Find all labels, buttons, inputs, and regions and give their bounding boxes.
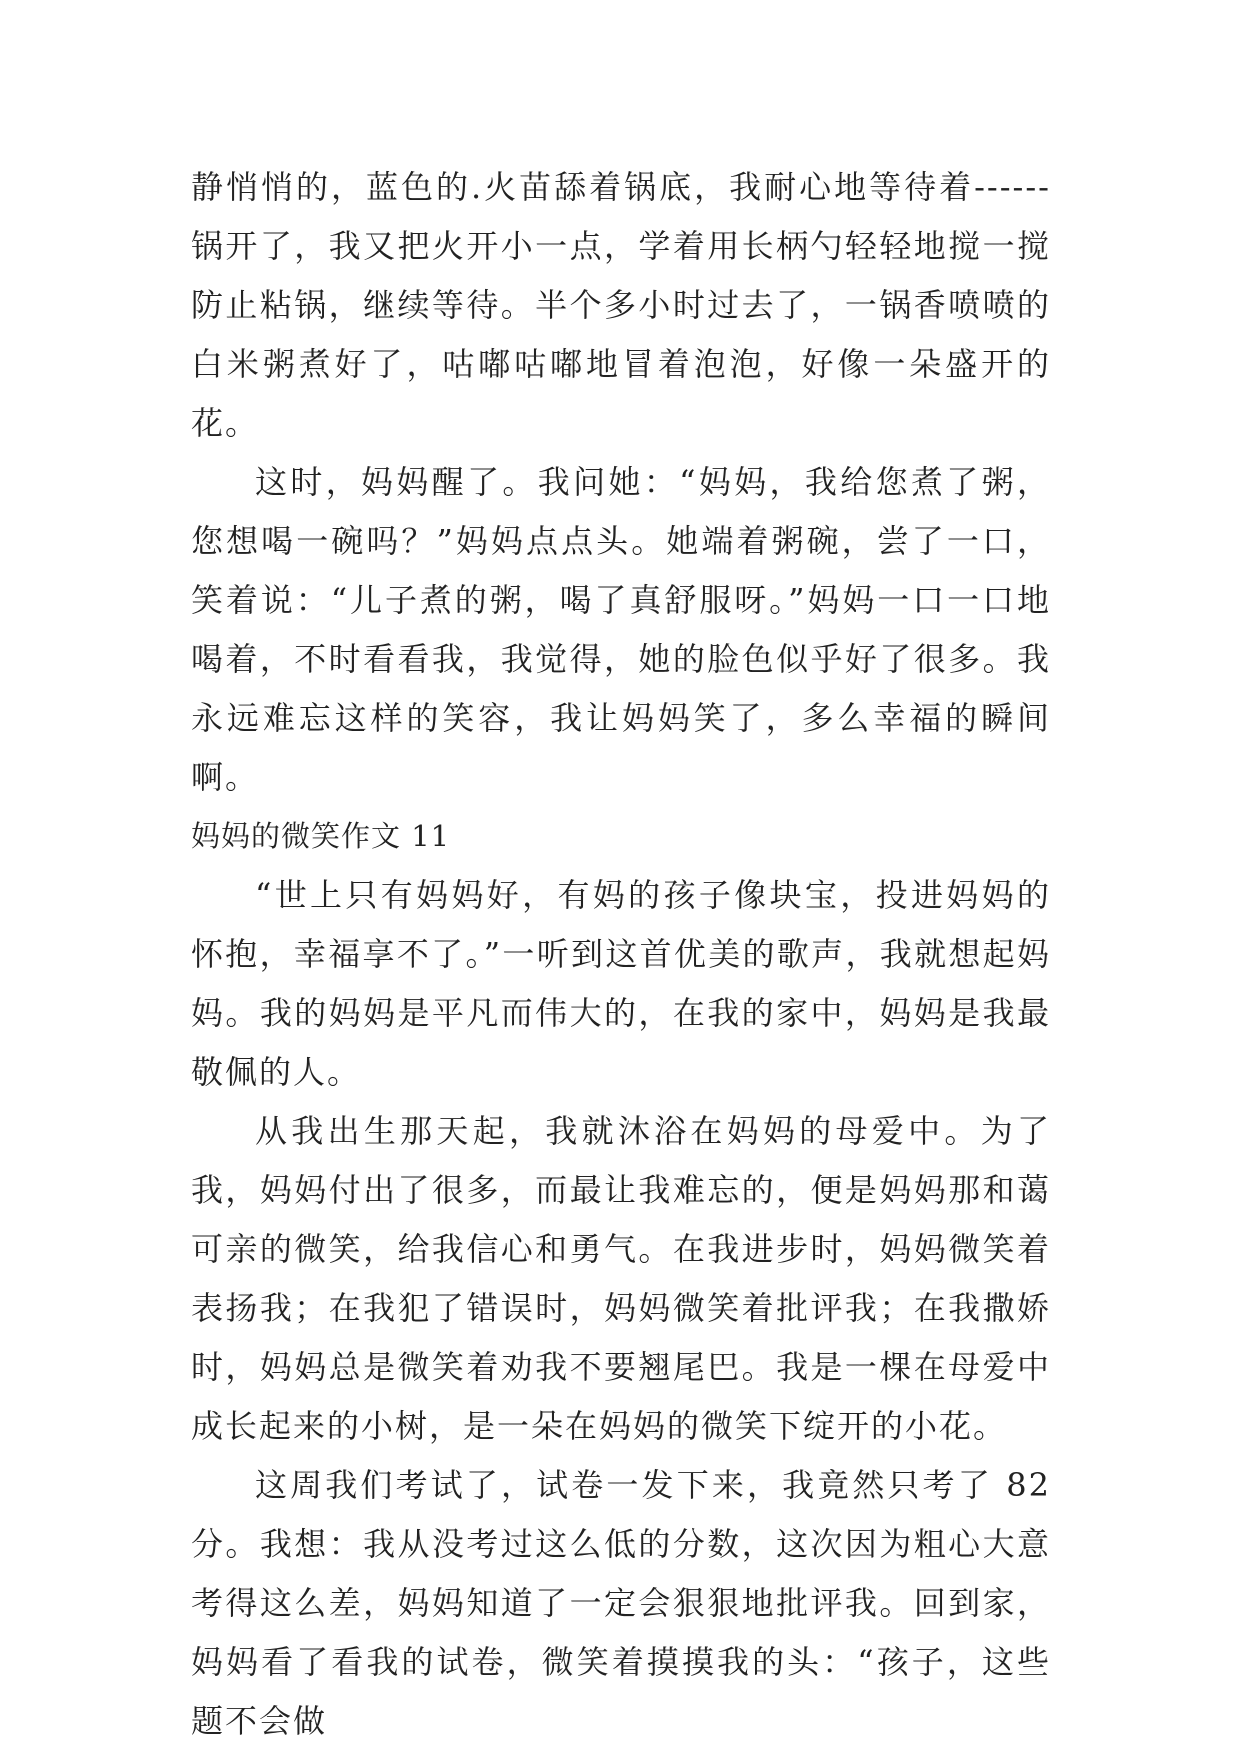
paragraph-5: 这周我们考试了，试卷一发下来，我竟然只考了 82 分。我想：我从没考过这么低的分数，这次因为粗心大意考得这么差，妈妈知道了一定会狠狠地批评我。回到家，妈妈看了看我的试卷，微笑着摸摸我的头：“孩子，这些题不会做	[191, 1466, 1051, 1740]
paragraph-4: 从我出生那天起，我就沐浴在妈妈的母爱中。为了我，妈妈付出了很多，而最让我难忘的，便是妈妈那和蔼可亲的微笑，给我信心和勇气。在我进步时，妈妈微笑着表扬我；在我犯了错误时，妈妈微笑着批评我；在我撒娇时，妈妈总是微笑着劝我不要翘尾巴。我是一棵在母爱中成长起来的小树，是一朵在妈妈的微笑下绽开的小花。	[191, 1112, 1051, 1445]
paragraph-2: 这时，妈妈醒了。我问她：“妈妈，我给您煮了粥，您想喝一碗吗？”妈妈点点头。她端着粥碗，尝了一口，笑着说：“儿子煮的粥，喝了真舒服呀。”妈妈一口一口地喝着，不时看看我，我觉得，她的脸色似乎好了很多。我永远难忘这样的笑容，我让妈妈笑了，多么幸福的瞬间啊。	[191, 463, 1051, 796]
document-body	[191, 158, 1051, 1751]
paragraph-1: 静悄悄的，蓝色的.火苗舔着锅底，我耐心地等待着------锅开了，我又把火开小一点，学着用长柄勺轻轻地搅一搅防止粘锅，继续等待。半个多小时过去了，一锅香喷喷的白米粥煮好了，咕嘟咕嘟地冒着泡泡，好像一朵盛开的花。	[191, 168, 1051, 442]
section-heading: 妈妈的微笑作文 11	[191, 819, 451, 853]
paragraph-3: “世上只有妈妈好，有妈的孩子像块宝，投进妈妈的怀抱，幸福享不了。”一听到这首优美的歌声，我就想起妈妈。我的妈妈是平凡而伟大的，在我的家中，妈妈是我最敬佩的人。	[191, 876, 1051, 1091]
